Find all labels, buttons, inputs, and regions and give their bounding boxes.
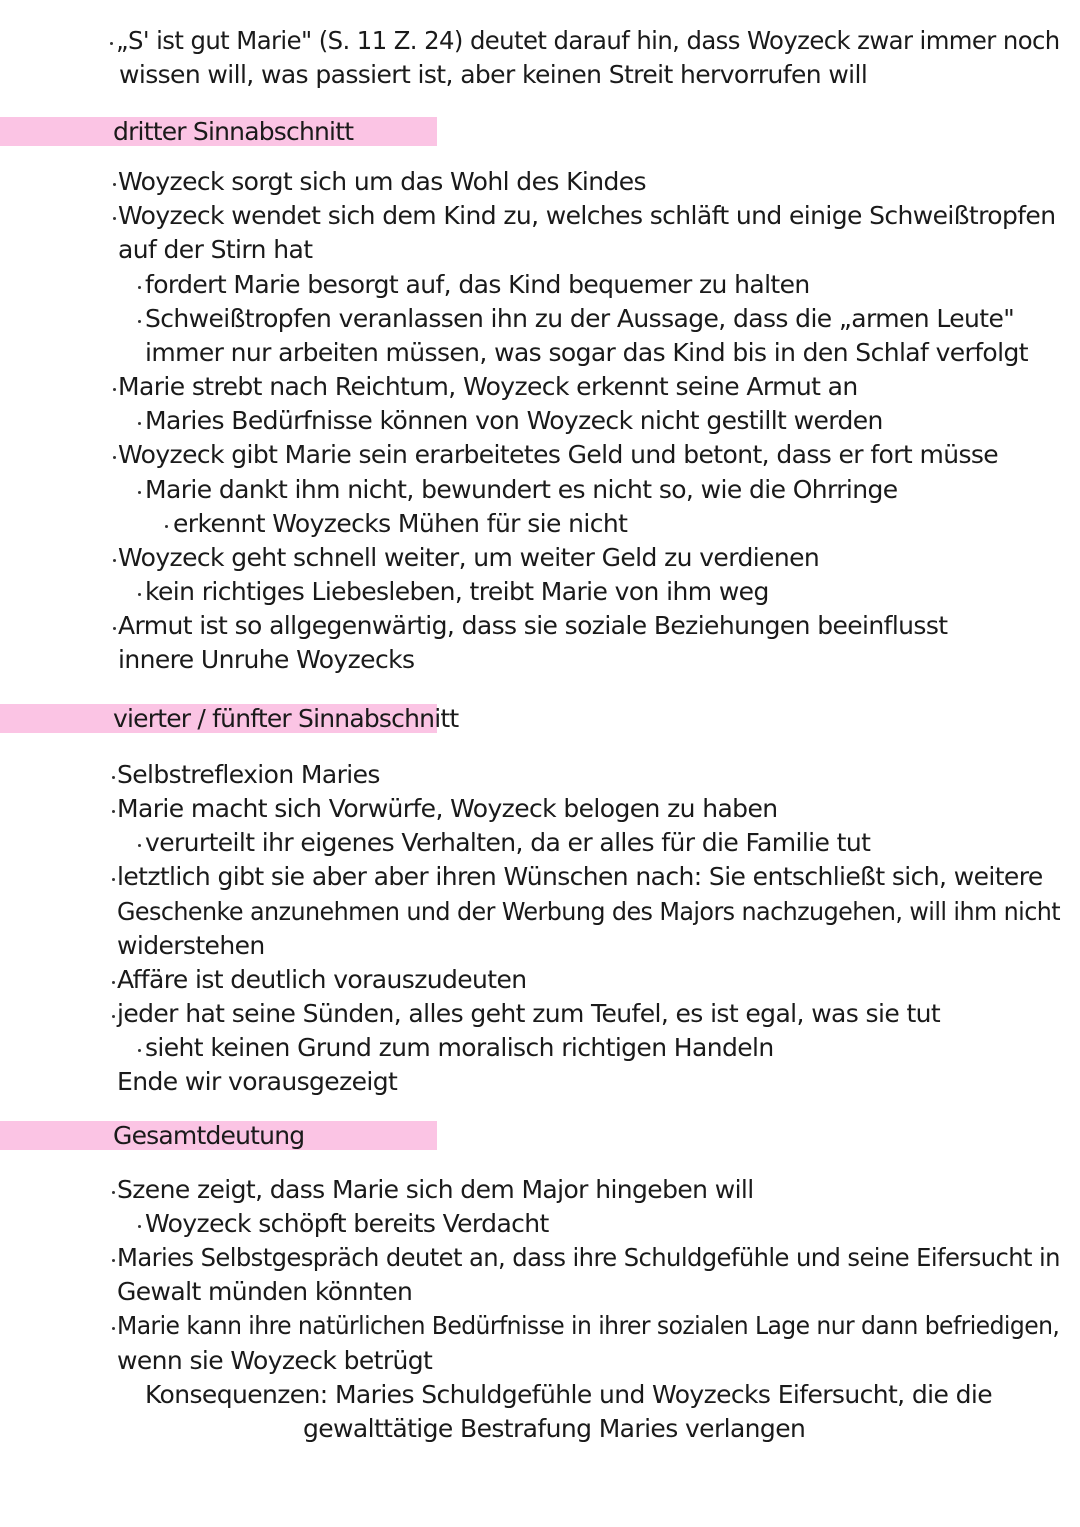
bullet-dot: [138, 844, 141, 847]
text-line: sieht keinen Grund zum moralisch richtigen Handeln: [145, 1033, 774, 1062]
text-line: verurteilt ihr eigenes Verhalten, da er alles für die Familie tut: [145, 828, 871, 857]
text-line: Schweißtropfen veranlassen ihn zu der Aussage, dass die „armen Leute": [145, 304, 1015, 333]
text-line: letztlich gibt sie aber aber ihren Wünschen nach: Sie entschließt sich, weitere: [117, 862, 1043, 891]
bullet-dot: [138, 422, 141, 425]
text-line: gewalttätige Bestrafung Maries verlangen: [303, 1414, 806, 1443]
text-line: „S' ist gut Marie" (S. 11 Z. 24) deutet darauf hin, dass Woyzeck zwar immer noch: [116, 26, 1060, 55]
text-line: Woyzeck sorgt sich um das Wohl des Kindes: [118, 167, 646, 196]
bullet-dot: [113, 217, 116, 220]
text-line: Marie strebt nach Reichtum, Woyzeck erkennt seine Armut an: [118, 372, 858, 401]
bullet-dot: [112, 1259, 115, 1262]
bullet-dot: [138, 1225, 141, 1228]
bullet-dot: [138, 491, 141, 494]
text-line: Marie kann ihre natürlichen Bedürfnisse in ihrer sozialen Lage nur dann befriedigen,: [117, 1311, 1060, 1340]
section-heading: vierter / fünfter Sinnabschnitt: [113, 704, 459, 733]
bullet-dot: [113, 456, 116, 459]
text-line: wissen will, was passiert ist, aber keinen Streit hervorrufen will: [119, 60, 868, 89]
text-line: Maries Bedürfnisse können von Woyzeck nicht gestillt werden: [145, 406, 883, 435]
bullet-dot: [112, 1015, 115, 1018]
bullet-dot: [112, 878, 115, 881]
bullet-dot: [138, 320, 141, 323]
section-heading: Gesamtdeutung: [113, 1121, 305, 1150]
text-line: immer nur arbeiten müssen, was sogar das Kind bis in den Schlaf verfolgt: [145, 338, 1028, 367]
bullet-dot: [113, 183, 116, 186]
text-line: kein richtiges Liebesleben, treibt Marie von ihm weg: [145, 577, 769, 606]
bullet-dot: [113, 627, 116, 630]
bullet-dot: [112, 776, 115, 779]
text-line: jeder hat seine Sünden, alles geht zum Teufel, es ist egal, was sie tut: [117, 999, 941, 1028]
text-line: wenn sie Woyzeck betrügt: [117, 1346, 433, 1375]
text-line: widerstehen: [117, 931, 265, 960]
text-line: Marie dankt ihm nicht, bewundert es nicht so, wie die Ohrringe: [145, 475, 898, 504]
section-heading: dritter Sinnabschnitt: [113, 117, 354, 146]
bullet-dot: [113, 559, 116, 562]
text-line: Woyzeck geht schnell weiter, um weiter Geld zu verdienen: [118, 543, 820, 572]
text-line: Konsequenzen: Maries Schuldgefühle und Woyzecks Eifersucht, die die: [145, 1380, 992, 1409]
text-line: fordert Marie besorgt auf, das Kind bequemer zu halten: [145, 270, 810, 299]
text-line: Szene zeigt, dass Marie sich dem Major hingeben will: [117, 1175, 754, 1204]
text-line: Marie macht sich Vorwürfe, Woyzeck belogen zu haben: [117, 794, 778, 823]
text-line: Geschenke anzunehmen und der Werbung des Majors nachzugehen, will ihm nicht: [117, 897, 1061, 926]
bullet-dot: [112, 1191, 115, 1194]
bullet-dot: [138, 1049, 141, 1052]
text-line: Armut ist so allgegenwärtig, dass sie soziale Beziehungen beeinflusst: [118, 611, 948, 640]
bullet-dot: [112, 810, 115, 813]
bullet-dot: [110, 42, 113, 45]
bullet-dot: [138, 286, 141, 289]
text-line: Woyzeck wendet sich dem Kind zu, welches schläft und einige Schweißtropfen: [118, 201, 1056, 230]
text-line: Woyzeck schöpft bereits Verdacht: [145, 1209, 549, 1238]
text-line: Selbstreflexion Maries: [117, 760, 380, 789]
bullet-dot: [112, 1327, 115, 1330]
text-line: Affäre ist deutlich vorauszudeuten: [117, 965, 527, 994]
bullet-dot: [112, 981, 115, 984]
text-line: erkennt Woyzecks Mühen für sie nicht: [173, 509, 628, 538]
text-line: Ende wir vorausgezeigt: [117, 1067, 398, 1096]
text-line: Woyzeck gibt Marie sein erarbeitetes Geld und betont, dass er fort müsse: [118, 440, 999, 469]
text-line: Maries Selbstgespräch deutet an, dass ihre Schuldgefühle und seine Eifersucht in: [117, 1243, 1060, 1272]
text-line: Gewalt münden könnten: [117, 1277, 413, 1306]
bullet-dot: [113, 388, 116, 391]
text-line: innere Unruhe Woyzecks: [118, 645, 415, 674]
text-line: auf der Stirn hat: [118, 235, 313, 264]
bullet-dot: [138, 593, 141, 596]
bullet-dot: [165, 525, 168, 528]
